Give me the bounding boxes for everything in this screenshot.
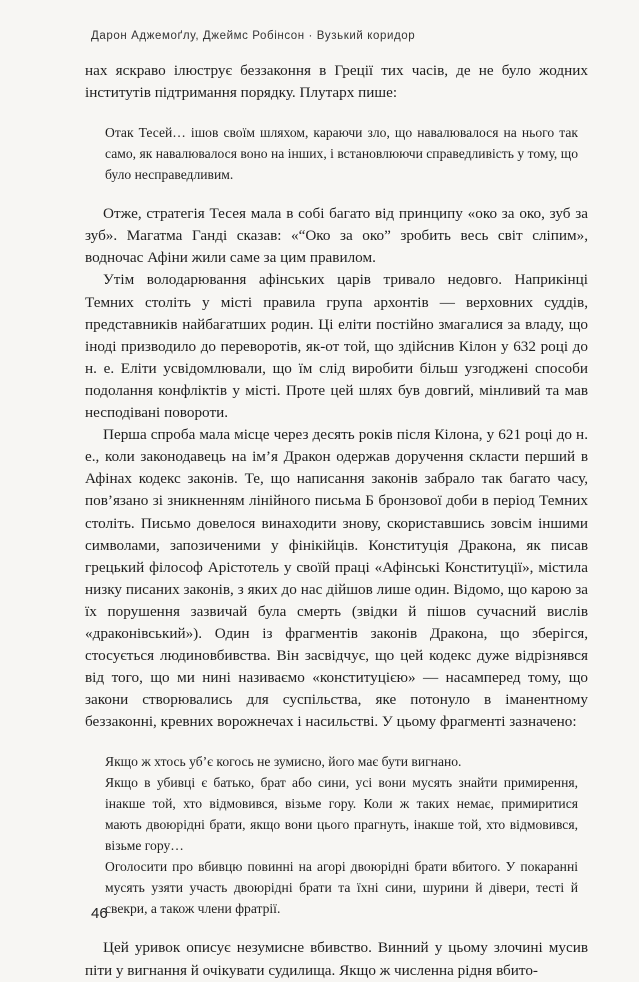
page-number: 46 bbox=[91, 905, 108, 922]
running-header: Дарон Аджемоґлу, Джеймс Робінсон · Вузький коридор bbox=[91, 30, 416, 42]
quote-line: Якщо в убивці є батько, брат або сини, усі вони мусять знайти примирення, інакше той, хто відмовився, візьме гору. Коли ж таких немає, примиритися мають двоюрідні брати, якщо вони цього прагнуть, інакше той, хто відмовився, візьме гору… bbox=[105, 775, 578, 854]
quote-line: Оголосити про вбивцю повинні на агорі двоюрідні брати вбитого. У покаранні мусять узяти участь двоюрідні брати та їхні сини, шурини й дівери, тесті й свекри, а також члени фратрії. bbox=[105, 859, 578, 917]
block-quote-draco-law bbox=[105, 751, 578, 919]
paragraph: Отже, стратегія Тесея мала в собі багато від принципу «око за око, зуб за зуб». Магатма Ганді сказав: «“Око за око” зробить весь світ сліпим», водночас Афіни жили саме за цим правилом. bbox=[85, 205, 588, 267]
paragraph: Цей уривок описує незумисне вбивство. Винний у цьому злочині мусив піти у вигнання й очікувати судилища. Якщо ж численна рідня вбито- bbox=[85, 939, 588, 979]
quote-text: Отак Тесей… ішов своїм шляхом, караючи зло, що навалювалося на нього так само, як навалювалося воно на інших, і встановлюючи справедливість у тому, що було несправедливим. bbox=[105, 125, 578, 183]
paragraph: Утім володарювання афінських царів тривало недовго. Наприкінці Темних століть у місті правила група архонтів — верховних суддів, представників найбагатших родин. Ці еліти постійно змагалися за владу, що іноді призводило до переворотів, як-от той, що здійснив Кілон у 632 році до н. е. Еліти усвідомлювали, що їм слід виробити більш узгоджені способи подолання конфліктів у місті. Проте цей шлях був довгий, мінливий та мав несподівані повороти. bbox=[85, 271, 588, 422]
block-quote-plutarch bbox=[105, 122, 578, 185]
quote-line: Якщо ж хтось уб’є когось не зумисно, його має бути вигнано. bbox=[105, 754, 462, 770]
paragraph: Перша спроба мала місце через десять років після Кілона, у 621 році до н. е., коли законодавець на ім’я Дракон одержав доручення скласти перший в Афінах кодекс законів. Те, що написання законів забрало так багато часу, пов’язано зі зникненням лінійного письма Б бронзової доби в період Темних століть. Письмо довелося винаходити знову, скориставшись зовсім іншими символами, запозиченими у фінікійців. Конституція Дракона, як писав грецький філософ Арістотель у своїй праці «Афінські Конституції», містила низку писаних законів, з яких до нас дійшов лише один. Відомо, що карою за їх порушення зазвичай була смерть (звідки й пішов сучасний вислів «драконівський»). Один із фрагментів законів Дракона, що зберігся, стосується людиновбивства. Він засвідчує, що цей кодекс дуже відрізнявся від того, що ми нині називаємо «конституцією» — насамперед тому, що закони створювались для суспільства, яке потонуло в іманентному беззаконні, кревних ворожнечах і насильстві. У цьому фрагменті зазначено: bbox=[85, 426, 588, 731]
paragraph-continuation: нах яскраво ілюструє беззаконня в Греції тих часів, де не було жодних інститутів підтримання порядку. Плутарх пише: bbox=[85, 62, 588, 102]
page-body bbox=[85, 60, 588, 982]
